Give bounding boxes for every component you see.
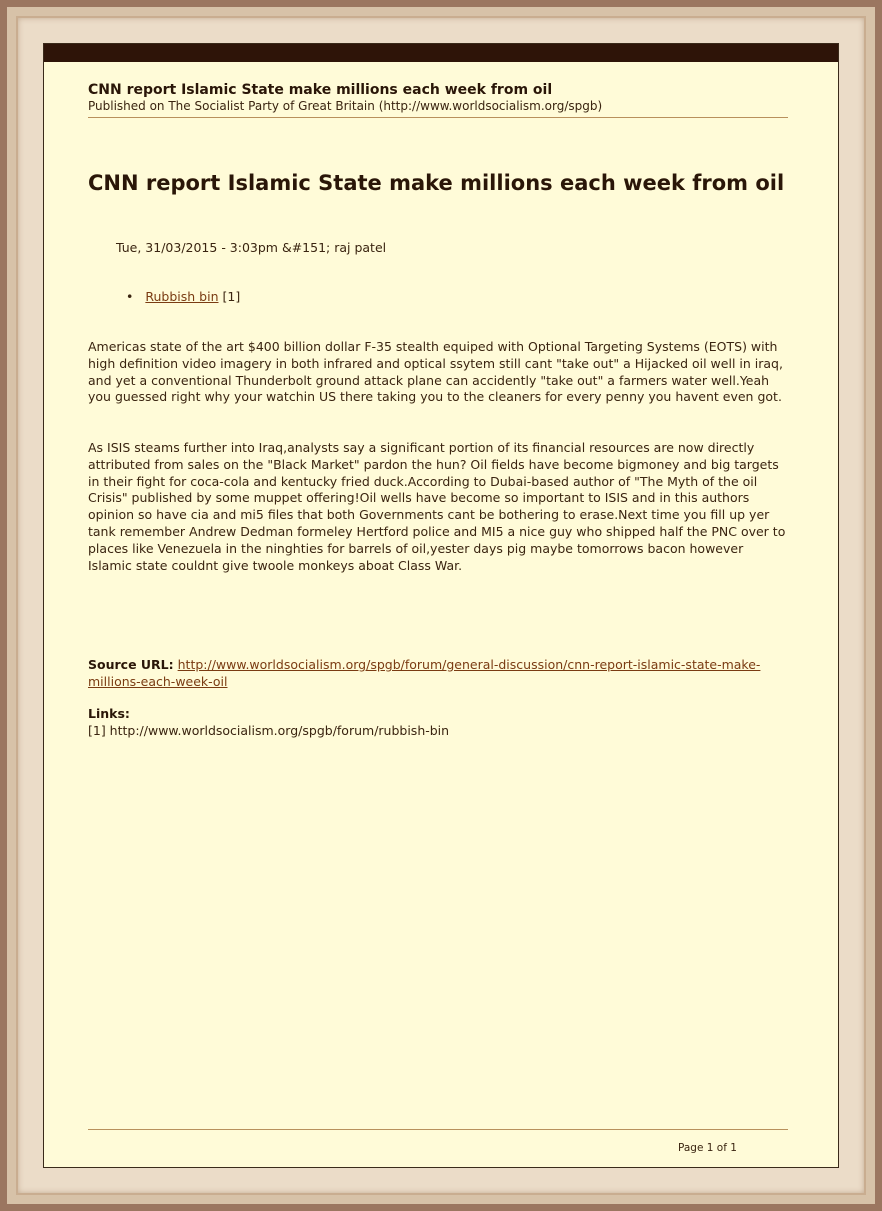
- document-page: [43, 43, 839, 1168]
- links-item[interactable]: [1] http://www.worldsocialism.org/spgb/forum/rubbish-bin: [88, 722, 450, 738]
- article-paragraph: Americas state of the art $400 billion dollar F-35 stealth equiped with Optional Targeting Systems (EOTS) with high definition video imagery in both infrared and optical ssytem still cant "take out" a Hijacked oil well in iraq, and yet a conventional Thunderbolt ground attack plane can accidently "take out" a farmers water well.Yeah you guessed right why your watchin US there taking you to the cleaners for every penny you havent even got.: [88, 339, 783, 405]
- source-url-link[interactable]: http://www.worldsocialism.org/spgb/forum/general-discussion/cnn-report-islamic-state-make-millions-each-week-oil: [88, 657, 761, 689]
- page-number: Page 1 of 1: [678, 1142, 737, 1154]
- footer-divider: [88, 1129, 788, 1130]
- article-meta: Tue, 31/03/2015 - 3:03pm &#151; raj patel: [116, 240, 387, 255]
- links-label: Links:: [88, 706, 130, 721]
- page-header: [88, 82, 788, 118]
- tag-ref: [1]: [222, 289, 241, 304]
- tag-link-rubbish-bin[interactable]: Rubbish bin: [145, 289, 219, 304]
- tag-item: [126, 289, 240, 304]
- article-paragraph: As ISIS steams further into Iraq,analysts say a significant portion of its financial resources are now directly attributed from sales on the "Black Market" pardon the hun? Oil fields have become bigmoney and big targets in their fight for coca-cola and kentucky fried duck.According to Dubai-based author of "The Myth of the oil Crisis" published by some muppet offering!Oil wells have become so important to ISIS and in this authors opinion so have cia and mi5 files that both Governments cant be bothering to erase.Next time you fill up yer tank remember Andrew Dedman formeley Hertford police and MI5 a nice guy who shipped half the PNC over to places like Venezuela in the ninghties for barrels of oil,yester days pig maybe tomorrows bacon however Islamic state couldnt give twoole monkeys aboat Class War.: [88, 440, 786, 573]
- page-top-bar: [44, 44, 838, 62]
- header-title: CNN report Islamic State make millions each week from oil: [88, 82, 553, 98]
- header-published-line: Published on The Socialist Party of Great Britain (http://www.worldsocialism.org/spgb): [88, 99, 603, 113]
- source-url-label: Source URL:: [88, 657, 174, 672]
- article-title: CNN report Islamic State make millions each week from oil: [88, 171, 785, 195]
- links-block: [88, 706, 788, 740]
- tag-list: [126, 289, 240, 304]
- source-url-block: [88, 657, 788, 691]
